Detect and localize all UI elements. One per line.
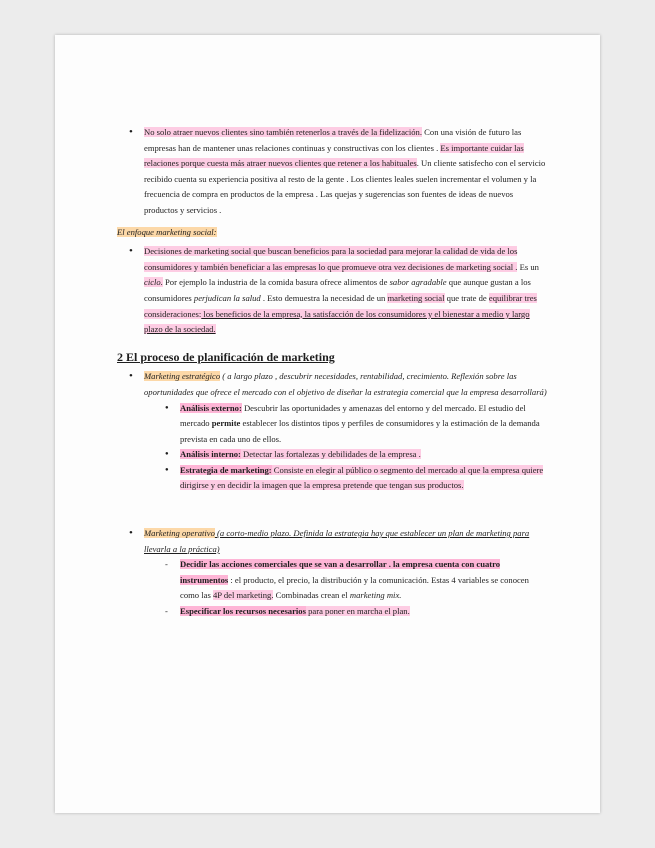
italic-text: perjudican la salud bbox=[193, 292, 261, 303]
highlighted-text: ciclo. bbox=[144, 277, 163, 288]
text: : el producto, el precio, la distribución y la comunicación. Estas 4 variables se conocen como las bbox=[180, 574, 529, 601]
text: Con una visión de futuro las empresas han de mantener unas relaciones continuas y constructivas con los clientes . bbox=[144, 127, 522, 153]
section-label bbox=[117, 225, 547, 241]
social-marketing-list bbox=[117, 244, 547, 338]
highlighted-text: Detectar las fortalezas y debilidades de la empresa . bbox=[240, 449, 421, 460]
text: Es un bbox=[517, 261, 539, 272]
item-label: Estrategia de marketing: bbox=[180, 464, 272, 475]
italic-text: (a corto-medio plazo. Definida la estrategia hay que establecer un plan de marketing para llevarla a la práctica) bbox=[144, 528, 530, 554]
italic-text: ( a largo plazo , descubrir necesidades, rentabilidad, crecimiento. Reflexión sobre las oportunidades que ofrece el mercado con el objetivo de diseñar la estrategia comercial que la empresa desarrollará) bbox=[144, 371, 547, 397]
heading-text: 2 El proceso de planificación de marketing bbox=[117, 349, 335, 364]
list-item bbox=[117, 125, 547, 219]
bold-highlighted-text: la empresa cuenta con cuatro instrumentos bbox=[180, 559, 501, 585]
highlighted-title: Marketing estratégico bbox=[144, 371, 221, 382]
text: Por ejemplo la industria de la comida basura ofrece alimentos de bbox=[162, 277, 390, 288]
list-item bbox=[117, 526, 547, 557]
fidelization-list bbox=[117, 125, 547, 219]
text: establecer los distintos tipos y perfiles de consumidores y la estimación de la demanda prevista en cada uno de ellos. bbox=[180, 418, 540, 444]
text: . Esto demuestra la necesidad de un bbox=[260, 292, 388, 303]
spacer bbox=[117, 494, 547, 526]
item-label: Análisis interno: bbox=[180, 449, 241, 460]
highlighted-text: los beneficios de la empresa, la satisfacción de los consumidores y el bienestar a medio y largo plazo de la sociedad. bbox=[144, 308, 530, 335]
highlighted-label: El enfoque marketing social: bbox=[117, 226, 217, 237]
highlighted-title: Marketing operativo bbox=[144, 528, 215, 539]
highlighted-text: equilibrar tres consideraciones: bbox=[144, 292, 537, 319]
text: Descubrir las oportunidades y amenazas del entorno y del mercado. El estudio del mercado bbox=[180, 402, 526, 429]
bold-highlighted-text: Decidir las acciones comerciales que se van a desarrollar . bbox=[180, 559, 391, 570]
sub-list-item bbox=[117, 447, 547, 463]
sub-list-item bbox=[117, 557, 547, 604]
list-item bbox=[117, 369, 547, 400]
dash-marker: - bbox=[165, 559, 168, 570]
page-content bbox=[117, 125, 547, 620]
bold-text: permite bbox=[211, 418, 241, 429]
operative-list bbox=[117, 526, 547, 620]
list-item bbox=[117, 244, 547, 338]
text: Combinadas crean el bbox=[273, 590, 350, 601]
highlighted-text: Es importante cuidar las relaciones porque cuesta más atraer nuevos clientes que retener a los habituales bbox=[144, 142, 524, 169]
highlighted-text: marketing social bbox=[387, 292, 445, 303]
italic-text: marketing mix. bbox=[349, 590, 402, 601]
text: que trate de bbox=[444, 292, 489, 303]
highlighted-text: 4P del bbox=[212, 590, 235, 601]
section-heading bbox=[117, 350, 547, 366]
strategic-list bbox=[117, 369, 547, 494]
highlighted-text: Decisiones de marketing social que buscan beneficios para la sociedad para mejorar la calidad de vida de los consumidores y también beneficiar a las empresas lo que promueve otra vez decisiones de marketing social . bbox=[144, 246, 518, 272]
highlighted-text: No solo atraer nuevos clientes sino también retenerlos a través de la fidelización. bbox=[144, 127, 423, 137]
text: que aunque gustan a los consumidores bbox=[144, 277, 531, 303]
highlighted-text: Consiste en elegir al público o segmento del mercado al que la empresa quiere dirigirse y en decidir la imagen que la empresa pretende que tengan sus productos. bbox=[180, 464, 544, 491]
italic-text: sabor agradable bbox=[389, 277, 447, 288]
sub-list-item bbox=[117, 401, 547, 448]
item-label: Análisis externo: bbox=[180, 402, 242, 413]
document-page bbox=[55, 35, 600, 813]
dash-marker: - bbox=[165, 606, 168, 617]
sub-list-item bbox=[117, 604, 547, 620]
bold-highlighted-text: Especificar los recursos necesarios bbox=[180, 606, 306, 617]
highlighted-text: marketing. bbox=[234, 590, 274, 601]
highlighted-text: para poner en marcha el plan. bbox=[305, 606, 410, 617]
text: . Un cliente satisfecho con el servicio recibido cuenta su experiencia positiva al resto de la gente . Los clientes leales suelen incrementar el volumen y la frecuencia de compra en productos de la empresa . Las quejas y sugerencias son fuentes de ideas de nuevos productos y servicios . bbox=[144, 158, 546, 215]
sub-list-item bbox=[117, 463, 547, 494]
